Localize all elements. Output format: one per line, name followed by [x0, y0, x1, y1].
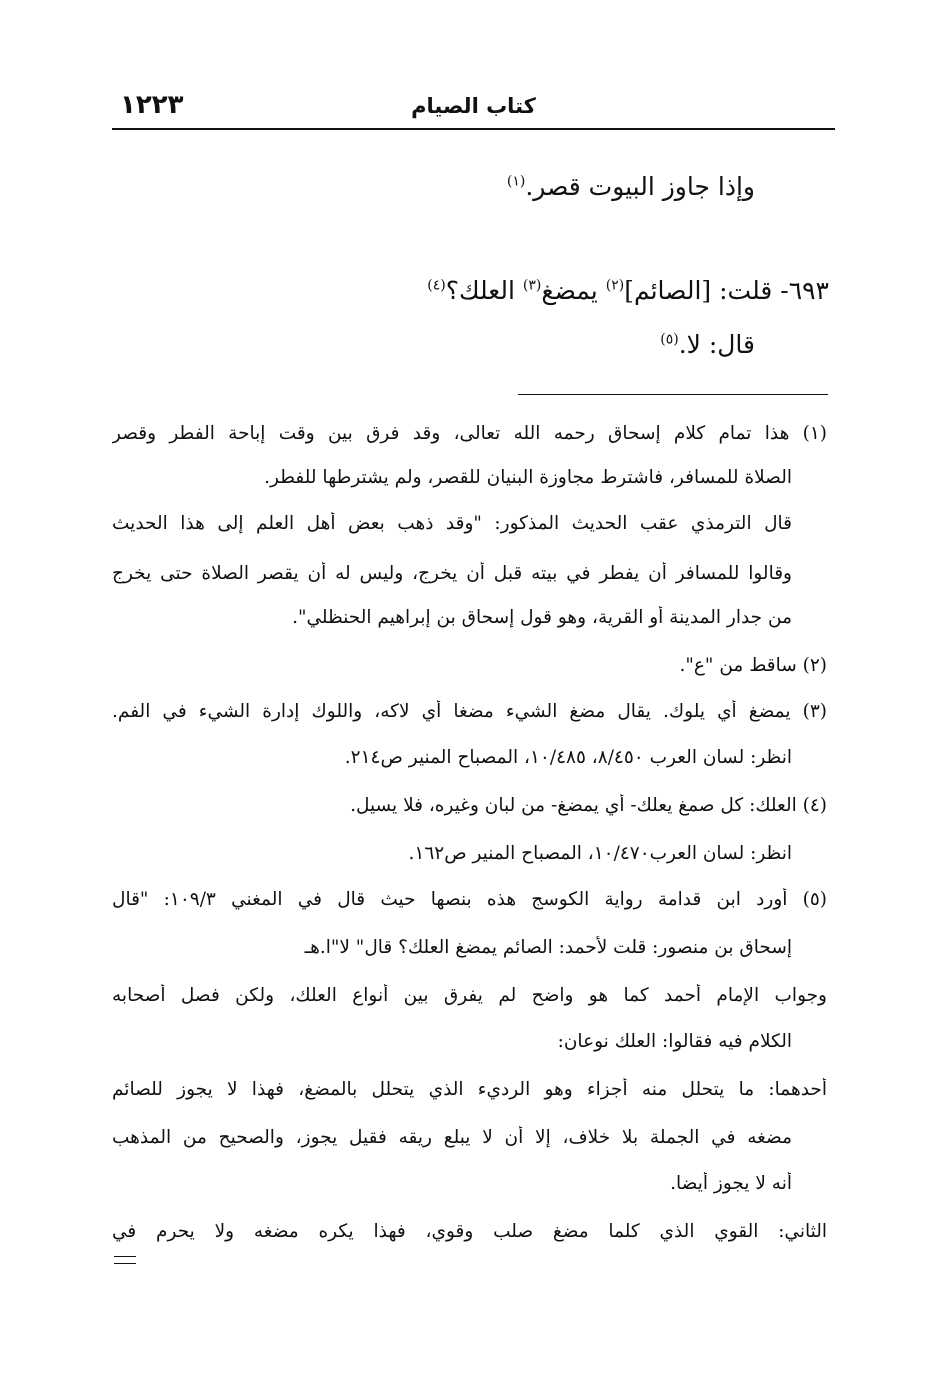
- footnote-1-line-5: من جدار المدينة أو القرية، وهو قول إسحاق بن إبراهيم الحنظلي".: [292, 607, 792, 628]
- question-line: [427, 276, 829, 305]
- question-word-chew: يمضغ: [541, 276, 598, 305]
- footnote-4-line-1: (٤) العلك: كل صمغ يعلك- أي يمضغ- من لبان وغيره، فلا يسيل.: [350, 795, 827, 816]
- footnote-ref-2: (٢): [605, 277, 625, 294]
- page-header: [112, 88, 835, 130]
- text-line-1-body: وإذا جاوز البيوت قصر.: [525, 172, 755, 201]
- footnote-1-line-4: وقالوا للمسافر أن يفطر في بيته قبل أن يخرج، وليس له أن يقصر الصلاة حتى يخرج: [112, 563, 792, 584]
- footnote-5-line-3: وجواب الإمام أحمد كما هو واضح لم يفرق بين أنواع العلك، ولكن فصل أصحابه: [112, 985, 827, 1006]
- footnote-separator: [518, 394, 828, 395]
- answer-line: [660, 330, 755, 359]
- footnote-1-line-2: الصلاة للمسافر، فاشترط مجاوزة البنيان للقصر، ولم يشترطها للفطر.: [264, 467, 792, 488]
- footnote-5-line-6: مضغه في الجملة بلا خلاف، إلا أن لا يبلع ريقه فقيل يجوز، والصحيح من المذهب: [112, 1127, 792, 1148]
- footnote-2: (٢) ساقط من "ع".: [679, 655, 827, 676]
- page-number: ١٢٢٣: [120, 90, 184, 120]
- footnote-1-line-1: (١) هذا تمام كلام إسحاق رحمه الله تعالى، وقد فرق بين وقت إباحة الفطر وقصر: [112, 423, 827, 444]
- footnote-3-line-2: انظر: لسان العرب ٨/٤٥٠، ١٠/٤٨٥، المصباح المنير ص٢١٤.: [344, 747, 792, 768]
- footnote-5-line-7: أنه لا يجوز أيضا.: [670, 1173, 792, 1194]
- running-title: كتاب الصيام: [411, 94, 536, 118]
- footnote-5-line-5: أحدهما: ما يتحلل منه أجزاء وهو الرديء الذي يتحلل بالمضغ، فهذا لا يجوز للصائم: [112, 1079, 827, 1100]
- footnote-5-line-4: الكلام فيه فقالوا: العلك نوعان:: [557, 1031, 792, 1052]
- answer-text: قال: لا.: [678, 330, 755, 359]
- footnote-4-line-2: انظر: لسان العرب١٠/٤٧٠، المصباح المنير ص١٦٢.: [408, 843, 792, 864]
- footnote-5-line-1: (٥) أورد ابن قدامة رواية الكوسج هذه بنصها حيث قال في المغني ١٠٩/٣: "قال: [112, 889, 827, 910]
- question-word-gum: العلك؟: [445, 276, 515, 305]
- footnote-1-line-3: قال الترمذي عقب الحديث المذكور: "وقد ذهب بعض أهل العلم إلى هذا الحديث: [112, 513, 792, 534]
- question-prefix: ٦٩٣- قلت: [الصائم]: [624, 276, 829, 305]
- continuation-mark: [114, 1256, 136, 1264]
- footnote-5-line-8: الثاني: القوي الذي كلما مضغ صلب وقوي، فهذا يكره مضغه ولا يحرم في: [112, 1221, 827, 1242]
- text-line-1: [507, 172, 755, 201]
- footnote-ref-1: (١): [506, 173, 526, 190]
- footnote-ref-4: (٤): [427, 277, 446, 294]
- footnote-3-line-1: (٣) يمضغ أي يلوك. يقال مضغ الشيء مضغا أي لاكه، واللوك إدارة الشيء في الفم.: [112, 701, 827, 722]
- footnote-ref-3: (٣): [522, 277, 542, 294]
- footnote-ref-5: (٥): [660, 331, 679, 348]
- footnote-5-line-2: إسحاق بن منصور: قلت لأحمد: الصائم يمضغ العلك؟ قال" لا"ا.هـ: [304, 937, 792, 958]
